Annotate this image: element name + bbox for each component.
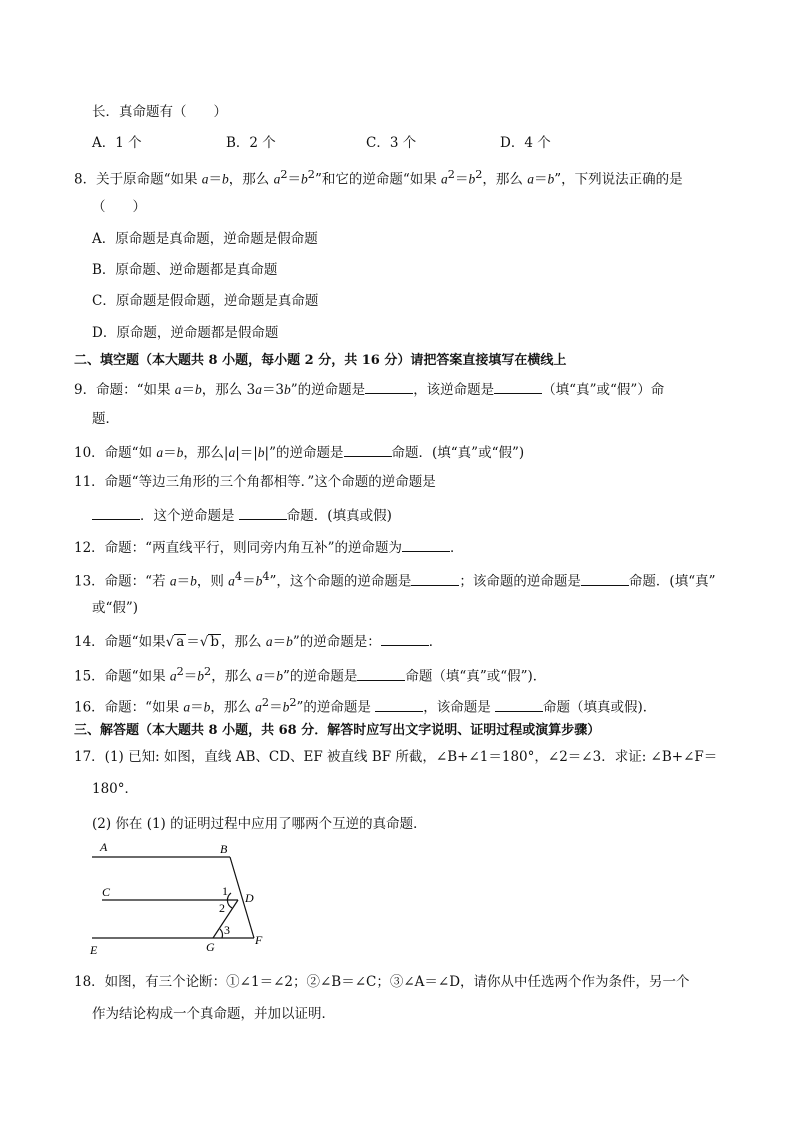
q18-line1: 18．如图，有三个论断：①∠1＝∠2；②∠B＝∠C；③∠A＝∠D，请你从中任选两个作为条件，另一个 (74, 974, 690, 990)
label-g: G (206, 940, 215, 954)
label-b: B (220, 842, 228, 856)
q15: 15．命题“如果 $a^2=b^2$，那么 a＝b”的逆命题是 命题（填“真”或“假”)． (74, 665, 547, 685)
q17-line1: 17．(1) 已知: 如图，直线 AB、CD、EF 被直线 BF 所截，∠B+∠1＝180°，∠2＝∠3．求证: ∠B+∠F＝ (74, 749, 718, 765)
answer-blank[interactable] (494, 379, 542, 394)
label-d: D (245, 891, 254, 905)
q18-line2: 作为结论构成一个真命题，并加以证明． (92, 1006, 335, 1022)
q13-line1: 13．命题：“若 a＝b，则 $a^4=b^4$”，这个命题的逆命题是 ；该命题的逆命题是 命题．(填“真” (74, 570, 716, 590)
label-c: C (102, 885, 111, 899)
label-angle-1: 1 (222, 884, 228, 898)
q7-option-b: B．2 个 (226, 135, 276, 151)
q14: 14．命题“如果√ a ＝√ b ，那么 a＝b”的逆命题是： ． (74, 631, 442, 651)
q9-line1: 9．命题：“如果 a＝b，那么 3a＝3b”的逆命题是 ，该逆命题是 （填“真”或“假”）命 (74, 379, 664, 399)
answer-blank[interactable] (239, 505, 287, 520)
q8-option-d: D．原命题，逆命题都是假命题 (92, 325, 279, 341)
answer-blank[interactable] (92, 505, 140, 520)
answer-blank[interactable] (344, 442, 392, 457)
answer-blank[interactable] (375, 697, 423, 712)
q8-option-c: C．原命题是假命题，逆命题是真命题 (92, 293, 319, 309)
q9-line2: 题． (92, 411, 119, 427)
q10: 10．命题“如 a＝b，那么|a|＝|b|”的逆命题是 命题．(填“真”或“假”) (74, 442, 524, 462)
answer-blank[interactable] (381, 631, 429, 646)
answer-blank[interactable] (411, 571, 459, 586)
q7-option-d: D．4 个 (500, 135, 551, 151)
angle-3-arc (220, 929, 222, 938)
q17-line2: 180°． (92, 781, 139, 797)
label-angle-2: 2 (219, 901, 225, 915)
label-a: A (100, 840, 108, 854)
q13-line2: 或“假”) (92, 600, 139, 616)
q8-option-b: B．原命题、逆命题都是真命题 (92, 262, 278, 278)
parallel-lines-figure (86, 838, 276, 960)
q7-stem-tail: 长．真命题有（ ） (92, 104, 227, 120)
q17-part2: (2) 你在 (1) 的证明过程中应用了哪两个互逆的真命题． (92, 816, 427, 832)
answer-blank[interactable] (581, 571, 629, 586)
section2-title: 二、填空题（本大题共 8 小题，每小题 2 分，共 16 分）请把答案直接填写在横线上 (74, 353, 567, 368)
q12: 12．命题：“两直线平行，则同旁内角互补”的逆命题为 ． (74, 537, 463, 557)
answer-blank[interactable] (402, 537, 450, 552)
label-f: F (255, 933, 263, 947)
q7-option-c: C．3 个 (366, 135, 417, 151)
q7-option-a: A．1 个 (92, 135, 142, 151)
q8-paren: （ ） (92, 199, 146, 215)
label-e: E (90, 943, 98, 957)
q16: 16．命题：“如果 a＝b，那么 $a^2=b^2$”的逆命题是 ，该命题是 命题（填真或假)． (74, 696, 657, 716)
label-angle-3: 3 (224, 923, 230, 937)
answer-blank[interactable] (365, 379, 413, 394)
answer-blank[interactable] (357, 666, 405, 681)
q11-line2: ．这个逆命题是 命题．(填真或假) (92, 505, 392, 525)
q8-stem: 8．关于原命题“如果 a＝b，那么 $a^2=b^2$”和它的逆命题“如果 $a^2=b^2$，那么 a＝b”，下列说法正确的是 (74, 168, 683, 188)
q8-option-a: A．原命题是真命题，逆命题是假命题 (92, 231, 318, 247)
section3-title: 三、解答题（本大题共 8 小题，共 68 分．解答时应写出文字说明、证明过程或演算步骤） (74, 723, 601, 738)
answer-blank[interactable] (495, 697, 543, 712)
q11-line1: 11．命题“等边三角形的三个角都相等．”这个命题的逆命题是 (74, 474, 436, 490)
